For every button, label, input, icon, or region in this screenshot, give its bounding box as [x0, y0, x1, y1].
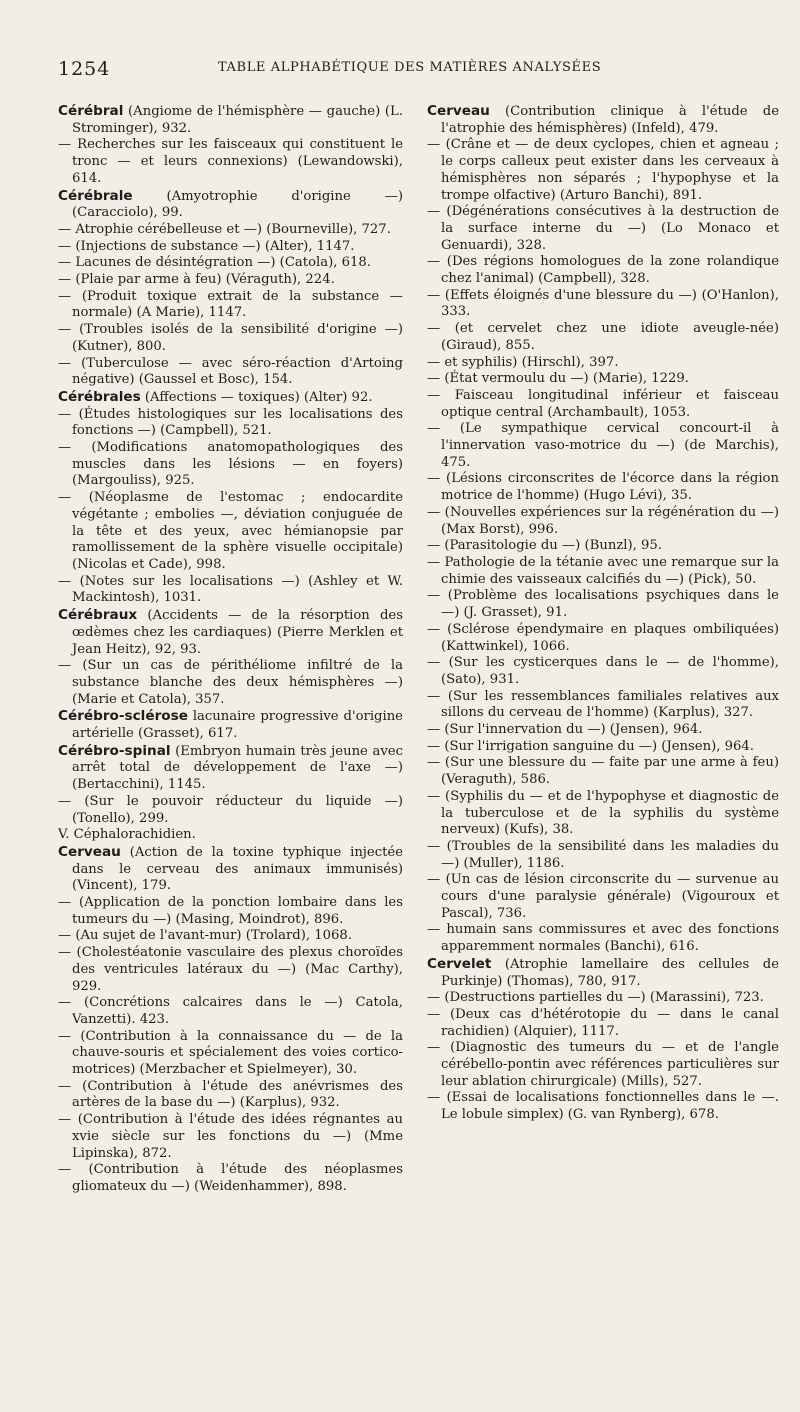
- index-entry: [58, 322, 403, 355]
- entry-text: — (Sur les ressemblances familiales relatives aux sillons du cerveau de l'homme) (Karplus), 327.: [427, 688, 779, 721]
- index-entry: [427, 722, 779, 739]
- entry-text: — (Sur un cas de périthéliome infiltré de la substance blanche des deux hémisphères —) (Marie et Catola), 357.: [58, 658, 403, 707]
- index-entry: [58, 289, 403, 322]
- entry-text: (Accidents — de la résorption des œdèmes chez les cardiaques) (Pierre Merklen et Jean Heitz), 92, 93.: [72, 608, 403, 657]
- index-entry: [58, 272, 403, 289]
- entry-text: — (État vermoulu du —) (Marie), 1229.: [427, 371, 689, 387]
- entry-text: — (Contribution à la connaissance du — de la chauve-souris et spécialement des voies cortico-motrices) (Merzbacher et Spielmeyer), 30.: [58, 1028, 403, 1078]
- entry-text: — Pathologie de la tétanie avec une remarque sur la chimie des vaisseaux calcifiés du —) (Pick), 50.: [427, 554, 779, 587]
- index-entry: [427, 789, 779, 839]
- index-entry: [427, 471, 779, 504]
- index-entry: [427, 739, 779, 756]
- entry-heading: Cerveau: [58, 843, 121, 860]
- entry-text: — (Contribution à l'étude des néoplasmes gliomateux du —) (Weidenhammer), 898.: [58, 1162, 403, 1194]
- entry-text: — (Essai de localisations fonctionnelles dans le —. Le lobule simplex) (G. van Rynberg), 678.: [427, 1090, 779, 1123]
- index-entry: [58, 255, 403, 272]
- index-entry: [427, 622, 779, 655]
- index-entry: [58, 1079, 403, 1112]
- index-entry: [58, 794, 403, 827]
- entry-text: — (Nouvelles expériences sur la régénération du —) (Max Borst), 996.: [427, 504, 779, 537]
- index-entry: [427, 839, 779, 872]
- running-title: TABLE ALPHABÉTIQUE DES MATIÈRES ANALYSÉES: [218, 60, 602, 75]
- entry-text: — Faisceau longitudinal inférieur et faisceau optique central (Archambault), 1053.: [427, 387, 779, 420]
- entry-text: — (Application de la ponction lombaire dans les tumeurs du —) (Masing, Moindrot), 896.: [58, 895, 403, 927]
- entry-text: — (Sur les cysticerques dans le — de l'homme), (Sato), 931.: [427, 655, 779, 687]
- index-entry: [58, 658, 403, 708]
- index-entry: [427, 655, 779, 688]
- entry-text: (Affections — toxiques) (Alter) 92.: [140, 389, 373, 405]
- entry-text: — (Syphilis du — et de l'hypophyse et diagnostic de la tuberculose et de la syphilis du système nerveux) (Kufs), 38.: [427, 788, 779, 838]
- entry-heading: Cérébro-spinal: [58, 742, 171, 759]
- index-entry: [58, 607, 403, 658]
- entry-heading: Cérébraux: [58, 607, 138, 624]
- index-entry: [427, 371, 779, 388]
- index-entry: [58, 1162, 403, 1195]
- entry-text: — (Des régions homologues de la zone rolandique chez l'animal) (Campbell), 328.: [427, 254, 779, 287]
- index-entry: [427, 388, 779, 421]
- index-entry: [427, 755, 779, 788]
- entry-text: — (Sur le pouvoir réducteur du liquide —) (Tonello), 299.: [58, 793, 403, 826]
- entry-text: — (Plaie par arme à feu) (Véraguth), 224.: [58, 272, 335, 288]
- index-entry: [58, 188, 403, 222]
- entry-text: — (Un cas de lésion circonscrite du — survenue au cours d'une paralysie générale) (Vigouroux et Pascal), 736.: [427, 872, 779, 921]
- entry-text: — Lacunes de désintégration —) (Catola), 618.: [58, 255, 371, 271]
- entry-text: — (Lésions circonscrites de l'écorce dans la région motrice de l'homme) (Hugo Lévi), 35.: [427, 471, 779, 504]
- page-number: 1254: [58, 58, 111, 80]
- entry-heading: Cérébrales: [58, 388, 141, 405]
- index-entry: [427, 505, 779, 538]
- index-entry: [427, 254, 779, 287]
- entry-text: — (Diagnostic des tumeurs du — et de l'angle cérébello-pontin avec références particulières sur leur ablation chirurgicale) (Mills), 527.: [427, 1040, 779, 1089]
- entry-text: — humain sans commissures et avec des fonctions apparemment normales (Banchi), 616.: [427, 922, 779, 955]
- entry-heading: Cérébral: [58, 103, 124, 119]
- index-entry: [427, 103, 779, 137]
- entry-text: V. Céphalorachidien.: [58, 827, 196, 843]
- entry-heading: Cerveau: [427, 103, 490, 119]
- entry-text: — (Tuberculose — avec séro-réaction d'Artoing négative) (Gaussel et Bosc), 154.: [58, 355, 403, 388]
- entry-text: — (Études histologiques sur les localisations des fonctions —) (Campbell), 521.: [58, 406, 403, 439]
- index-entry: [427, 538, 779, 555]
- entry-text: (Atrophie lamellaire des cellules de Purkinje) (Thomas), 780, 917.: [441, 956, 779, 989]
- entry-text: — (Cholestéatonie vasculaire des plexus choroïdes des ventricules latéraux du —) (Mac Carthy), 929.: [58, 945, 403, 994]
- right-column: [427, 103, 779, 1124]
- index-entry: [58, 356, 403, 389]
- index-entry: [58, 928, 403, 945]
- entry-text: — (Produit toxique extrait de la substance — normale) (A Marie), 1147.: [58, 288, 403, 321]
- index-entry: [58, 743, 403, 794]
- index-entry: [427, 689, 779, 722]
- index-entry: [427, 588, 779, 621]
- entry-text: — (Effets éloignés d'une blessure du —) (O'Hanlon), 333.: [427, 287, 779, 320]
- index-entry: [427, 956, 779, 990]
- entry-heading: Cérébro-sclérose: [58, 708, 188, 725]
- index-entry: [427, 204, 779, 254]
- entry-text: — (Parasitologie du —) (Bunzl), 95.: [427, 538, 663, 554]
- entry-heading: Cervelet: [427, 955, 492, 972]
- entry-text: — (et cervelet chez une idiote aveugle-née) (Giraud), 855.: [427, 321, 779, 353]
- entry-text: — (Concrétions calcaires dans le —) Catola, Vanzetti). 423.: [58, 995, 403, 1027]
- index-entry: [58, 945, 403, 995]
- entry-text: — (Destructions partielles du —) (Marassini), 723.: [427, 990, 764, 1006]
- entry-text: — (Contribution à l'étude des anévrismes des artères de la base du —) (Karplus), 932.: [58, 1078, 403, 1111]
- entry-text: — (Le sympathique cervical concourt-il à l'innervation vaso-motrice du —) (de Marchis), 475.: [427, 421, 779, 470]
- entry-text: — (Troubles de la sensibilité dans les maladies du —) (Muller), 1186.: [427, 838, 779, 871]
- index-entry: [58, 239, 403, 256]
- index-entry: [427, 1040, 779, 1090]
- index-entry: [58, 389, 403, 407]
- entry-text: (Contribution clinique à l'étude de l'atrophie des hémisphères) (Infeld), 479.: [441, 104, 779, 136]
- index-entry: [58, 574, 403, 607]
- entry-text: — (Sur l'innervation du —) (Jensen), 964.: [427, 722, 703, 738]
- index-entry: [58, 407, 403, 440]
- index-entry: [58, 222, 403, 239]
- entry-text: (Amyotrophie d'origine —) (Caracciolo), 99.: [72, 188, 403, 221]
- entry-text: (Action de la toxine typhique injectée dans le cerveau des animaux immunisés) (Vincent), 179.: [72, 844, 403, 894]
- index-entry: [58, 440, 403, 490]
- index-entry: [427, 1090, 779, 1123]
- index-entry: [58, 844, 403, 895]
- entry-text: — (Au sujet de l'avant-mur) (Trolard), 1068.: [58, 928, 353, 944]
- entry-text: — (Troubles isolés de la sensibilité d'origine —) (Kutner), 800.: [58, 322, 403, 354]
- index-entry: [58, 995, 403, 1028]
- page-header: [58, 58, 760, 80]
- index-entry: [427, 137, 779, 204]
- entry-text: — (Injections de substance —) (Alter), 1147.: [58, 238, 355, 254]
- entry-text: — (Modifications anatomopathologiques des muscles dans les lésions — en foyers) (Margouliss), 925.: [58, 440, 403, 489]
- index-entry: [58, 103, 403, 137]
- index-entry: [58, 827, 403, 844]
- index-entry: [427, 321, 779, 354]
- index-entry: [58, 895, 403, 928]
- entry-text: — Atrophie cérébelleuse et —) (Bourneville), 727.: [58, 221, 391, 237]
- entry-text: (Embryon humain très jeune avec arrêt total de développement de l'axe —) (Bertacchini), 1145.: [72, 743, 403, 793]
- left-column: [58, 103, 403, 1196]
- entry-text: — (Problème des localisations psychiques dans le —) (J. Grasset), 91.: [427, 588, 779, 621]
- index-entry: [427, 288, 779, 321]
- entry-text: — (Sur une blessure du — faite par une arme à feu) (Veraguth), 586.: [427, 755, 779, 788]
- index-entry: [58, 708, 403, 742]
- index-entry: [427, 355, 779, 372]
- entry-text: — (Contribution à l'étude des idées régnantes au xvie siècle sur les fonctions du —) (Mme Lipinska), 872.: [58, 1112, 403, 1161]
- index-entry: [427, 555, 779, 588]
- entry-text: — (Sclérose épendymaire en plaques ombiliquées) (Kattwinkel), 1066.: [427, 621, 779, 654]
- entry-text: — (Notes sur les localisations —) (Ashley et W. Mackintosh), 1031.: [58, 573, 403, 606]
- entry-heading: Cérébrale: [58, 187, 133, 204]
- index-entry: [427, 922, 779, 955]
- index-entry: [58, 137, 403, 187]
- entry-text: — Recherches sur les faisceaux qui constituent le tronc — et leurs connexions) (Lewandowski), 614.: [58, 137, 403, 186]
- entry-text: — (Sur l'irrigation sanguine du —) (Jensen), 964.: [427, 738, 754, 754]
- entry-text: — (Dégénérations consécutives à la destruction de la surface interne du —) (Lo Monaco et Genuardi), 328.: [427, 204, 779, 253]
- entry-text: — et syphilis) (Hirschl), 397.: [427, 354, 619, 370]
- entry-text: (Angiome de l'hémisphère — gauche) (L. Strominger), 932.: [72, 104, 403, 136]
- entry-text: lacunaire progressive d'origine artérielle (Grasset), 617.: [72, 709, 403, 742]
- entry-text: — (Crâne et — de deux cyclopes, chien et agneau ; le corps calleux peut exister dans les cerveaux à hémisphères non séparés ; l'hypophyse et la trompe olfactive) (Arturo Banchi), 891.: [427, 137, 779, 203]
- index-entry: [427, 872, 779, 922]
- index-entry: [58, 1112, 403, 1162]
- index-entry: [427, 990, 779, 1007]
- index-entry: [58, 490, 403, 574]
- index-entry: [58, 1029, 403, 1079]
- index-entry: [427, 1007, 779, 1040]
- entry-text: — (Néoplasme de l'estomac ; endocardite végétante ; embolies —, déviation conjuguée de la tête et des yeux, avec hémianopsie par ramollissement de la sphère visuelle occipitale) (Nicolas et Cade), 998.: [58, 490, 403, 572]
- entry-text: — (Deux cas d'hétérotopie du — dans le canal rachidien) (Alquier), 1117.: [427, 1006, 779, 1039]
- index-entry: [427, 421, 779, 471]
